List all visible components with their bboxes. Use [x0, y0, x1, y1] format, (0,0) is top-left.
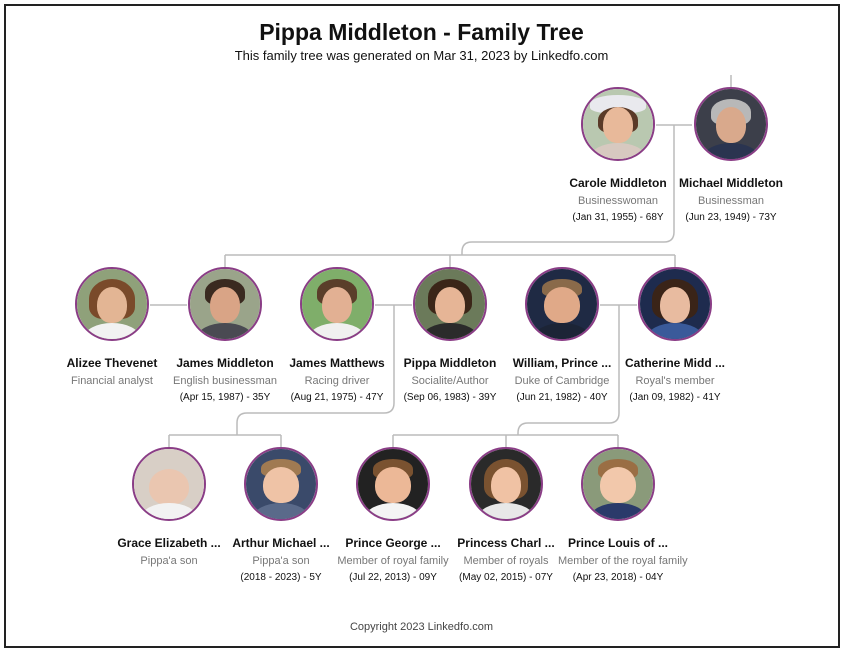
avatar: [132, 447, 206, 521]
copyright-footer: Copyright 2023 Linkedfo.com: [349, 621, 494, 633]
person-dates: (Jun 21, 1982) - 40Y: [516, 392, 608, 403]
person-dates: (Jan 31, 1955) - 68Y: [572, 212, 664, 223]
person-dates: (2018 - 2023) - 5Y: [240, 572, 322, 583]
person-dates: (May 02, 2015) - 07Y: [459, 572, 553, 583]
person-name: Alizee Thevenet: [66, 356, 158, 370]
person-dates: (Jul 22, 2013) - 09Y: [349, 572, 437, 583]
person-name: Prince George ...: [345, 536, 441, 550]
person-catherine-middleton[interactable]: [615, 267, 735, 403]
page-title: Pippa Middleton - Family Tree: [259, 19, 584, 45]
person-role: Financial analyst: [71, 375, 153, 387]
person-name: James Middleton: [176, 356, 274, 370]
person-william-prince[interactable]: [502, 267, 622, 403]
avatar: [413, 267, 487, 341]
avatar: [581, 447, 655, 521]
person-role: Duke of Cambridge: [514, 375, 610, 387]
person-name: Pippa Middleton: [403, 356, 497, 370]
avatar: [694, 87, 768, 161]
person-michael-middleton[interactable]: [671, 87, 791, 223]
person-name: Carole Middleton: [569, 176, 667, 190]
person-james-middleton[interactable]: [165, 267, 285, 403]
person-name: Grace Elizabeth ...: [117, 536, 221, 550]
avatar: [581, 87, 655, 161]
person-name: Michael Middleton: [678, 176, 783, 190]
person-name: James Matthews: [289, 356, 385, 370]
person-arthur-michael[interactable]: [221, 447, 341, 583]
person-name: Princess Charl ...: [457, 536, 555, 550]
person-role: Racing driver: [304, 375, 370, 387]
person-role: English businessman: [173, 375, 277, 387]
person-role: Pippa'a son: [140, 555, 198, 567]
person-pippa-middleton[interactable]: [390, 267, 510, 403]
person-role: Businesswoman: [577, 195, 659, 207]
person-prince-louis[interactable]: [558, 447, 688, 583]
person-dates: (Apr 15, 1987) - 35Y: [179, 392, 271, 403]
person-grace-elizabeth[interactable]: [109, 447, 229, 572]
person-role: Businessman: [697, 195, 765, 207]
person-name: Prince Louis of ...: [567, 536, 668, 550]
person-role: Member of royal family: [337, 555, 449, 567]
person-role: Member of the royal family: [558, 555, 688, 567]
person-dates: (Aug 21, 1975) - 47Y: [290, 392, 384, 403]
avatar: [469, 447, 543, 521]
person-carole-middleton[interactable]: [558, 87, 678, 223]
person-role: Pippa'a son: [252, 555, 310, 567]
person-dates: (Jan 09, 1982) - 41Y: [629, 392, 721, 403]
person-name: William, Prince ...: [512, 356, 612, 370]
person-name: Arthur Michael ...: [232, 536, 330, 550]
person-dates: (Apr 23, 2018) - 04Y: [572, 572, 664, 583]
person-role: Socialite/Author: [411, 375, 489, 387]
avatar: [188, 267, 262, 341]
person-dates: (Sep 06, 1983) - 39Y: [403, 392, 497, 403]
avatar: [244, 447, 318, 521]
avatar: [300, 267, 374, 341]
person-prince-george[interactable]: [333, 447, 453, 583]
person-james-matthews[interactable]: [277, 267, 397, 403]
person-alizee-thevenet[interactable]: [52, 267, 172, 392]
avatar: [525, 267, 599, 341]
avatar: [638, 267, 712, 341]
person-role: Royal's member: [635, 375, 715, 387]
avatar: [356, 447, 430, 521]
person-dates: (Jun 23, 1949) - 73Y: [685, 212, 777, 223]
person-princess-charlotte[interactable]: [446, 447, 566, 583]
avatar: [75, 267, 149, 341]
person-name: Catherine Midd ...: [624, 356, 725, 370]
person-role: Member of royals: [463, 555, 549, 567]
page-subtitle: This family tree was generated on Mar 31, 2023 by Linkedfo.com: [234, 48, 609, 63]
